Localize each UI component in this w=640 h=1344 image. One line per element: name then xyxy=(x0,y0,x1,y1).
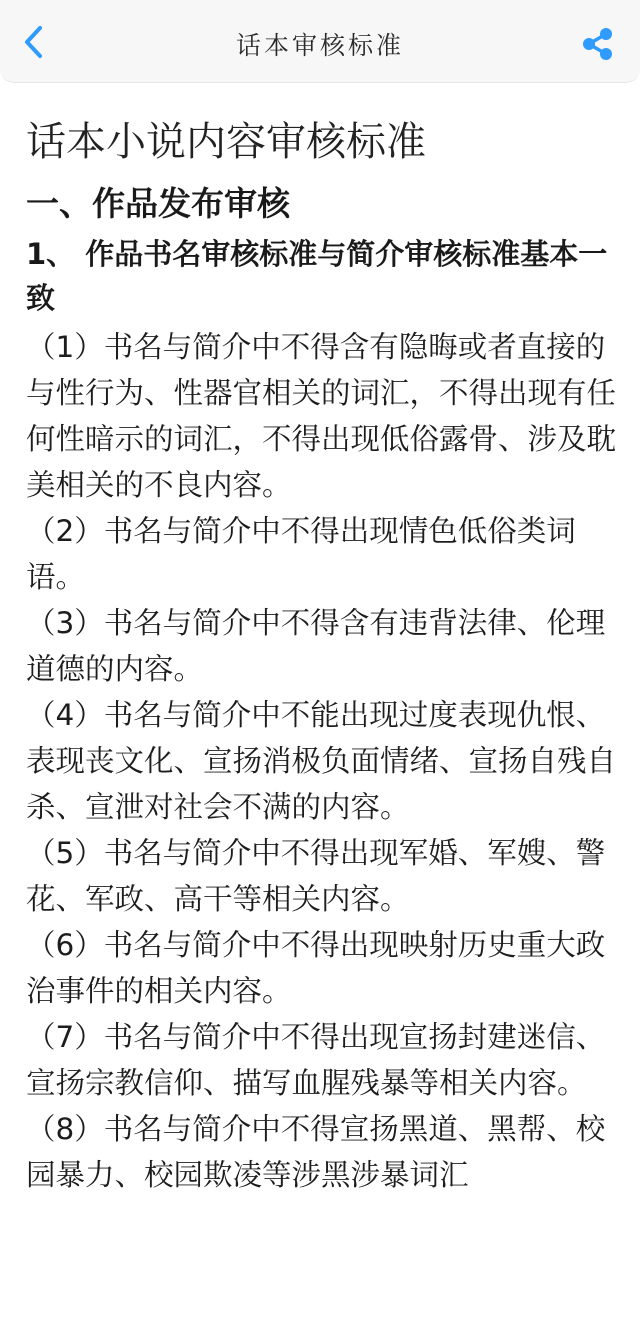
sub-heading: 1、 作品书名审核标准与简介审核标准基本一致 xyxy=(26,237,608,315)
rule-item-1: （1）书名与简介中不得含有隐晦或者直接的与性行为、性器官相关的词汇，不得出现有任何性暗示的词汇，不得出现低俗露骨、涉及耽美相关的不良内容。 xyxy=(26,330,617,502)
share-icon xyxy=(580,26,616,62)
section-heading: 一、作品发布审核 xyxy=(26,184,290,223)
rule-item-7: （7）书名与简介中不得出现宣扬封建迷信、宣扬宗教信仰、描写血腥残暴等相关内容。 xyxy=(26,1020,606,1100)
rule-item-3: （3）书名与简介中不得含有违背法律、伦理道德的内容。 xyxy=(26,606,606,686)
rule-item-5: （5）书名与简介中不得出现军婚、军嫂、警花、军政、高干等相关内容。 xyxy=(26,836,606,916)
rule-item-4: （4）书名与简介中不能出现过度表现仇恨、表现丧文化、宣扬消极负面情绪、宣扬自残自杀、宣泄对社会不满的内容。 xyxy=(26,698,617,824)
share-button[interactable] xyxy=(578,24,618,64)
rule-item-8: （8）书名与简介中不得宣扬黑道、黑帮、校园暴力、校园欺凌等涉黑涉暴词汇 xyxy=(26,1112,606,1192)
top-navigation-bar xyxy=(0,0,640,83)
rule-item-2: （2）书名与简介中不得出现情色低俗类词语。 xyxy=(26,514,576,594)
rule-item-6: （6）书名与简介中不得出现映射历史重大政治事件的相关内容。 xyxy=(26,928,606,1008)
page-title: 话本审核标准 xyxy=(235,31,404,60)
article-title: 话本小说内容审核标准 xyxy=(26,119,426,165)
article-body xyxy=(26,104,616,1198)
